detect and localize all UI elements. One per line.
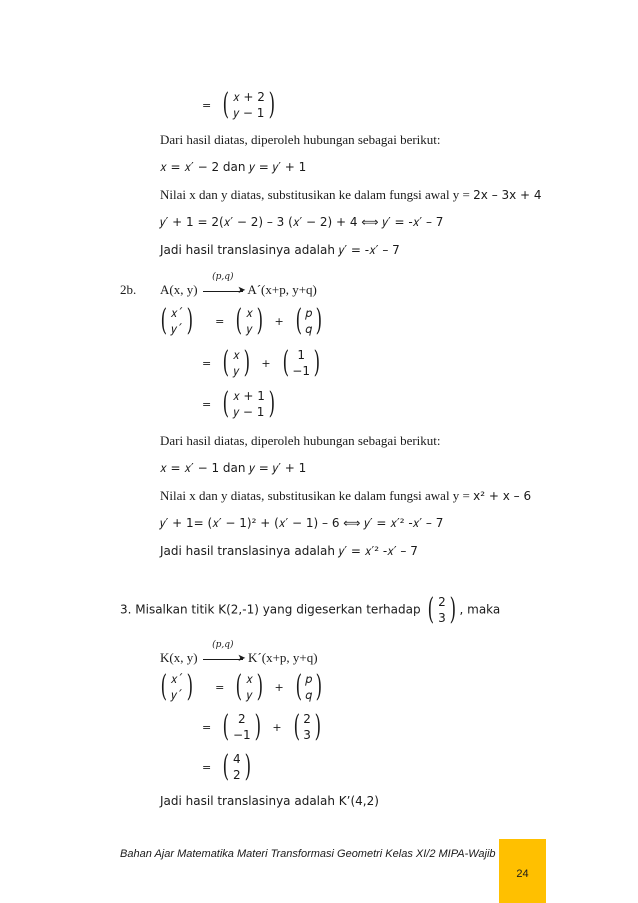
mapping-line: A(x, y) (p,q) ➤ A´(x+p, y+q) (160, 272, 317, 297)
page-number-box (499, 839, 546, 903)
relation-line: 𝑥 = 𝑥′ − 2 dan 𝑦 = 𝑦′ + 1 (160, 160, 307, 174)
text-line: Nilai x dan y diatas, substitusikan ke dalam fungsi awal y = 2x – 3x + 4 (160, 187, 542, 202)
result-vector: ( 𝑥 + 2 𝑦 − 1 ) (222, 87, 276, 122)
arrow-icon: (p,q) ➤ (203, 652, 243, 666)
arrow-icon: (p,q) ➤ (203, 284, 243, 298)
relation-line: 𝑥 = 𝑥′ − 1 dan 𝑦 = 𝑦′ + 1 (160, 461, 307, 475)
item-label: 2b. (120, 282, 137, 297)
footer-text: Bahan Ajar Matematika Materi Transformasi Geometri Kelas XI/2 MIPA-Wajib (120, 848, 496, 860)
vector-equation: ( 𝑥´ 𝑦´ ) = ( 𝑥 𝑦 ) + ( 𝑝 𝑞 ) (160, 669, 323, 704)
vector-equation: = ( 𝑥 + 1 𝑦 − 1 ) (202, 386, 276, 421)
conclusion-line: Jadi hasil translasinya adalah 𝑦′ = 𝑥′² -𝑥′ – 7 (160, 544, 418, 558)
substitution-line: 𝑦′ + 1= (𝑥′ − 1)² + (𝑥′ − 1) – 6 ⟺ 𝑦′ = 𝑥′² -𝑥′ – 7 (160, 516, 444, 530)
vector-equation: = ( 𝑥 𝑦 ) + ( 1 −1 ) (202, 345, 321, 380)
conclusion-line: Jadi hasil translasinya adalah 𝑦′ = -𝑥′ – 7 (160, 243, 400, 257)
vector-equation: ( 𝑥´ 𝑦´ ) = ( 𝑥 𝑦 ) + ( 𝑝 𝑞 ) (160, 303, 323, 338)
text-line: Dari hasil diatas, diperoleh hubungan sebagai berikut: (160, 433, 441, 448)
page-number: 24 (516, 868, 529, 880)
text-line: Nilai x dan y diatas, substitusikan ke dalam fungsi awal y = x² + x – 6 (160, 488, 532, 503)
equals-sign: = (202, 98, 212, 112)
vector-equation: = ( 2 −1 ) + ( 2 3 ) (202, 709, 322, 744)
text-line: Dari hasil diatas, diperoleh hubungan sebagai berikut: (160, 132, 441, 147)
vector-equation: = ( 4 2 ) (202, 749, 251, 784)
substitution-line: 𝑦′ + 1 = 2(𝑥′ − 2) – 3 (𝑥′ − 2) + 4 ⟺ 𝑦′ = -𝑥′ – 7 (160, 215, 444, 229)
result-equation-1 (198, 88, 279, 122)
mapping-line: K(x, y) (p,q) ➤ K´(x+p, y+q) (160, 640, 318, 665)
problem-3-intro: 3. Misalkan titik K(2,-1) yang digeserkan terhadap ( 2 3 ) , maka (120, 592, 501, 627)
conclusion-line: Jadi hasil translasinya adalah K’(4,2) (160, 794, 379, 808)
